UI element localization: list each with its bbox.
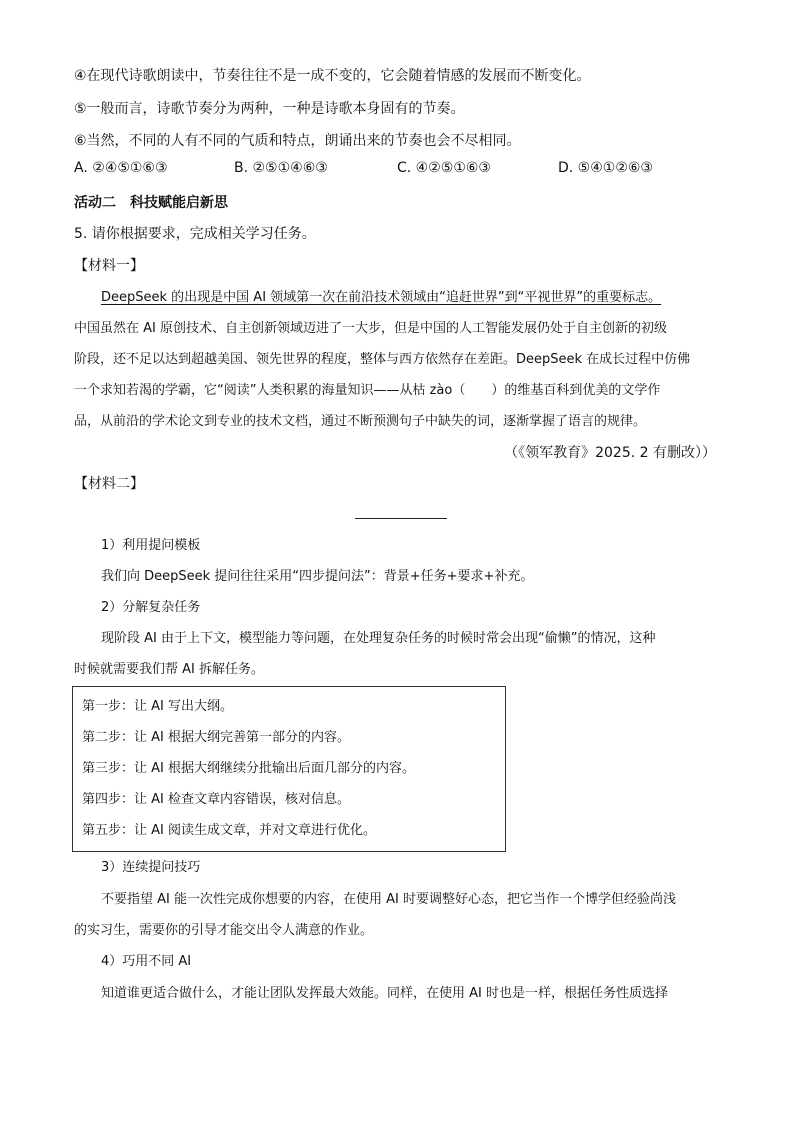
title-blank-line: [355, 518, 447, 519]
option-a[interactable]: A. ②④⑤①⑥③: [74, 160, 168, 176]
question-prompt: 5. 请你根据要求，完成相关学习任务。: [74, 226, 316, 242]
item-4: ④在现代诗歌朗读中，节奏往往不是一成不变的，它会随着情感的发展而不断变化。: [74, 68, 591, 84]
step-2: 第二步：让 AI 根据大纲完善第一部分的内容。: [82, 730, 350, 745]
section-3-text-line-1: 不要指望 AI 能一次性完成你想要的内容，在使用 AI 时要调整好心态，把它当作一个博学但经验尚浅: [101, 892, 676, 907]
section-1-heading: 1）利用提问模板: [101, 538, 201, 553]
section-2-text-line-1: 现阶段 AI 由于上下文，模型能力等问题，在处理复杂任务的时候时常会出现“偷懒”的情况，这种: [101, 631, 656, 646]
section-3-text-line-2: 的实习生，需要你的引导才能交出令人满意的作业。: [74, 923, 374, 938]
option-c[interactable]: C. ④②⑤①⑥③: [397, 160, 491, 176]
section-3-heading: 3）连续提问技巧: [101, 860, 201, 875]
activity-title: 活动二 科技赋能启新思: [74, 195, 228, 211]
step-5: 第五步：让 AI 阅读生成文章，并对文章进行优化。: [82, 823, 376, 838]
section-4-text: 知道谁更适合做什么，才能让团队发挥最大效能。同样，在使用 AI 时也是一样，根据任务性质选择: [101, 986, 668, 1001]
material-1-source: （《领军教育》2025. 2 有删改））: [504, 445, 716, 461]
material-1-line-5: 品，从前沿的学术论文到专业的技术文档，通过不断预测句子中缺失的词，逐渐掌握了语言的规律。: [74, 414, 647, 429]
section-2-text-line-2: 时候就需要我们帮 AI 拆解任务。: [74, 662, 264, 677]
step-3: 第三步：让 AI 根据大纲继续分批输出后面几部分的内容。: [82, 761, 415, 776]
material-1-label: 【材料一】: [74, 258, 144, 274]
section-4-heading: 4）巧用不同 AI: [101, 954, 192, 969]
section-1-text: 我们向 DeepSeek 提问往往采用“四步提问法”：背景+任务+要求+补充。: [101, 569, 534, 584]
item-5: ⑤一般而言，诗歌节奏分为两种，一种是诗歌本身固有的节奏。: [74, 101, 465, 117]
material-2-label: 【材料二】: [74, 476, 144, 492]
section-2-heading: 2）分解复杂任务: [101, 600, 201, 615]
steps-box: [72, 686, 506, 852]
answer-options: [74, 160, 694, 180]
material-1-line-2: 中国虽然在 AI 原创技术、自主创新领域迈进了一大步，但是中国的人工智能发展仍处于自主创新的初级: [74, 321, 667, 336]
material-1-line-1: DeepSeek 的出现是中国 AI 领域第一次在前沿技术领域由“追赶世界”到“平视世界”的重要标志。: [101, 290, 662, 305]
step-1: 第一步：让 AI 写出大纲。: [82, 699, 233, 714]
item-6: ⑥当然，不同的人有不同的气质和特点，朗诵出来的节奏也会不尽相同。: [74, 133, 521, 149]
option-b[interactable]: B. ②⑤①④⑥③: [234, 160, 328, 176]
material-1-line-4: 一个求知若渴的学霸，它“阅读”人类积累的海量知识——从枯 zào（ ）的维基百科到优美的文学作: [74, 383, 661, 398]
step-4: 第四步：让 AI 检查文章内容错误，核对信息。: [82, 792, 350, 807]
option-d[interactable]: D. ⑤④①②⑥③: [558, 160, 653, 176]
material-1-line-3: 阶段，还不足以达到超越美国、领先世界的程度，整体与西方依然存在差距。DeepSeek 在成长过程中仿佛: [74, 352, 691, 367]
